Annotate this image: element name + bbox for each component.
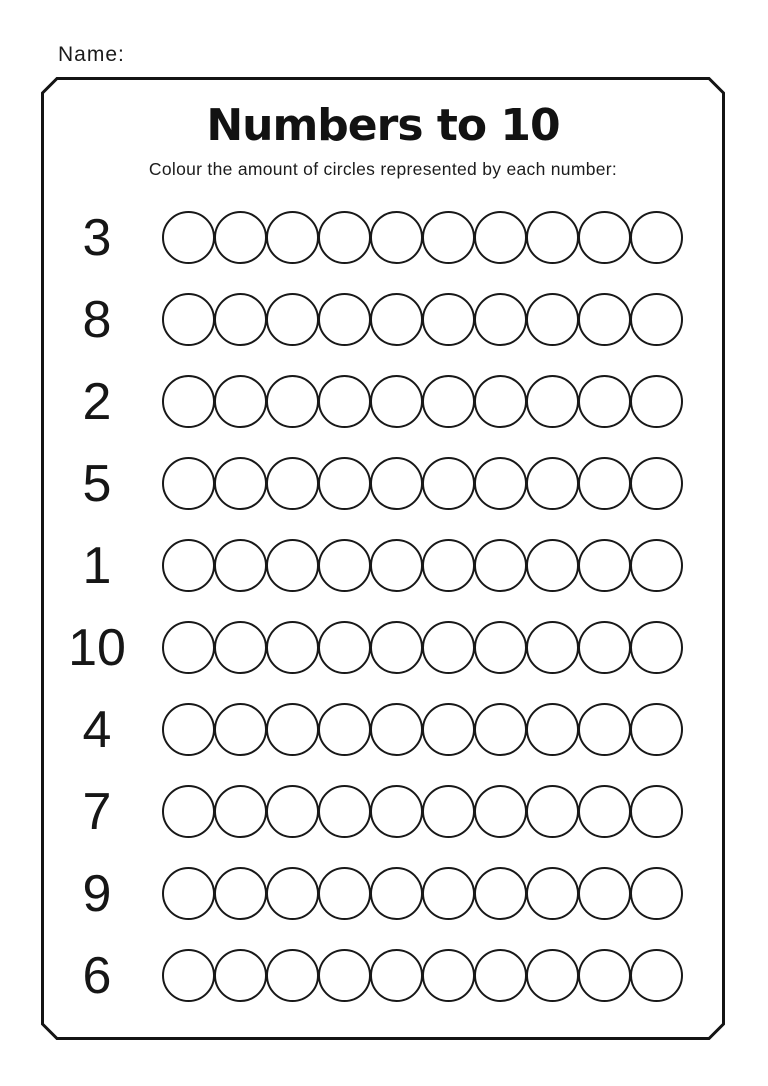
colorable-circle[interactable] [578, 457, 631, 510]
colorable-circle[interactable] [578, 703, 631, 756]
colorable-circle[interactable] [630, 211, 683, 264]
colorable-circle[interactable] [578, 375, 631, 428]
colorable-circle[interactable] [630, 703, 683, 756]
colorable-circle[interactable] [266, 703, 319, 756]
colorable-circle[interactable] [370, 785, 423, 838]
colorable-circle[interactable] [214, 949, 267, 1002]
colorable-circle[interactable] [318, 457, 371, 510]
colorable-circle[interactable] [578, 785, 631, 838]
colorable-circle[interactable] [474, 375, 527, 428]
circle-group [162, 949, 682, 1002]
colorable-circle[interactable] [526, 867, 579, 920]
colorable-circle[interactable] [526, 949, 579, 1002]
colorable-circle[interactable] [578, 867, 631, 920]
colorable-circle[interactable] [474, 539, 527, 592]
colorable-circle[interactable] [266, 539, 319, 592]
colorable-circle[interactable] [162, 785, 215, 838]
colorable-circle[interactable] [422, 621, 475, 674]
circle-group [162, 211, 682, 264]
colorable-circle[interactable] [630, 457, 683, 510]
colorable-circle[interactable] [422, 703, 475, 756]
colorable-circle[interactable] [370, 867, 423, 920]
colorable-circle[interactable] [214, 785, 267, 838]
circle-group [162, 375, 682, 428]
colorable-circle[interactable] [214, 703, 267, 756]
colorable-circle[interactable] [318, 867, 371, 920]
colorable-circle[interactable] [474, 703, 527, 756]
circle-group [162, 293, 682, 346]
worksheet-instruction: Colour the amount of circles represented by each number: [148, 158, 618, 179]
colorable-circle[interactable] [370, 375, 423, 428]
colorable-circle[interactable] [266, 211, 319, 264]
worksheet-row [41, 935, 725, 1017]
colorable-circle[interactable] [422, 539, 475, 592]
colorable-circle[interactable] [370, 539, 423, 592]
circle-group [162, 703, 682, 756]
colorable-circle[interactable] [162, 457, 215, 510]
colorable-circle[interactable] [526, 539, 579, 592]
colorable-circle[interactable] [630, 375, 683, 428]
colorable-circle[interactable] [526, 211, 579, 264]
worksheet-row [41, 525, 725, 607]
colorable-circle[interactable] [318, 293, 371, 346]
colorable-circle[interactable] [422, 211, 475, 264]
colorable-circle[interactable] [578, 539, 631, 592]
row-number: 7 [82, 782, 112, 841]
colorable-circle[interactable] [630, 949, 683, 1002]
row-number: 1 [82, 536, 112, 595]
colorable-circle[interactable] [422, 785, 475, 838]
colorable-circle[interactable] [318, 785, 371, 838]
colorable-circle[interactable] [578, 949, 631, 1002]
colorable-circle[interactable] [162, 703, 215, 756]
colorable-circle[interactable] [162, 621, 215, 674]
colorable-circle[interactable] [266, 785, 319, 838]
colorable-circle[interactable] [474, 211, 527, 264]
colorable-circle[interactable] [474, 457, 527, 510]
colorable-circle[interactable] [318, 703, 371, 756]
row-number: 4 [82, 700, 112, 759]
colorable-circle[interactable] [578, 621, 631, 674]
colorable-circle[interactable] [318, 539, 371, 592]
worksheet-row [41, 443, 725, 525]
colorable-circle[interactable] [214, 539, 267, 592]
worksheet-rows [41, 197, 725, 1017]
worksheet-row [41, 607, 725, 689]
colorable-circle[interactable] [266, 293, 319, 346]
colorable-circle[interactable] [370, 703, 423, 756]
colorable-circle[interactable] [630, 785, 683, 838]
worksheet-row [41, 197, 725, 279]
colorable-circle[interactable] [422, 867, 475, 920]
worksheet-row [41, 279, 725, 361]
colorable-circle[interactable] [162, 867, 215, 920]
colorable-circle[interactable] [526, 785, 579, 838]
worksheet-row [41, 689, 725, 771]
colorable-circle[interactable] [370, 621, 423, 674]
colorable-circle[interactable] [422, 949, 475, 1002]
colorable-circle[interactable] [266, 621, 319, 674]
colorable-circle[interactable] [474, 867, 527, 920]
circle-group [162, 621, 682, 674]
colorable-circle[interactable] [578, 211, 631, 264]
row-number: 9 [82, 864, 112, 923]
row-number: 5 [82, 454, 112, 513]
colorable-circle[interactable] [474, 621, 527, 674]
colorable-circle[interactable] [370, 949, 423, 1002]
worksheet-title: Numbers to 10 [206, 100, 560, 151]
colorable-circle[interactable] [266, 949, 319, 1002]
colorable-circle[interactable] [474, 293, 527, 346]
colorable-circle[interactable] [474, 949, 527, 1002]
colorable-circle[interactable] [526, 293, 579, 346]
worksheet-row [41, 361, 725, 443]
colorable-circle[interactable] [422, 293, 475, 346]
colorable-circle[interactable] [162, 949, 215, 1002]
worksheet-sheet [41, 77, 725, 1040]
colorable-circle[interactable] [214, 293, 267, 346]
colorable-circle[interactable] [422, 457, 475, 510]
worksheet-content [41, 77, 725, 1040]
colorable-circle[interactable] [266, 375, 319, 428]
colorable-circle[interactable] [370, 211, 423, 264]
colorable-circle[interactable] [266, 867, 319, 920]
colorable-circle[interactable] [630, 867, 683, 920]
name-label: Name: [58, 43, 125, 66]
colorable-circle[interactable] [214, 867, 267, 920]
circle-group [162, 867, 682, 920]
colorable-circle[interactable] [370, 457, 423, 510]
colorable-circle[interactable] [370, 293, 423, 346]
row-number: 6 [82, 946, 112, 1005]
colorable-circle[interactable] [318, 211, 371, 264]
colorable-circle[interactable] [214, 621, 267, 674]
colorable-circle[interactable] [318, 621, 371, 674]
worksheet-row [41, 771, 725, 853]
colorable-circle[interactable] [526, 703, 579, 756]
colorable-circle[interactable] [162, 375, 215, 428]
colorable-circle[interactable] [214, 457, 267, 510]
colorable-circle[interactable] [214, 375, 267, 428]
colorable-circle[interactable] [266, 457, 319, 510]
colorable-circle[interactable] [630, 293, 683, 346]
colorable-circle[interactable] [578, 293, 631, 346]
colorable-circle[interactable] [162, 293, 215, 346]
colorable-circle[interactable] [526, 621, 579, 674]
colorable-circle[interactable] [162, 539, 215, 592]
row-number: 8 [82, 290, 112, 349]
colorable-circle[interactable] [214, 211, 267, 264]
circle-group [162, 457, 682, 510]
circle-group [162, 539, 682, 592]
worksheet-row [41, 853, 725, 935]
row-number: 3 [82, 208, 112, 267]
colorable-circle[interactable] [162, 211, 215, 264]
colorable-circle[interactable] [526, 457, 579, 510]
row-number: 2 [82, 372, 112, 431]
colorable-circle[interactable] [318, 949, 371, 1002]
circle-group [162, 785, 682, 838]
colorable-circle[interactable] [630, 539, 683, 592]
row-number: 10 [68, 618, 126, 677]
colorable-circle[interactable] [630, 621, 683, 674]
colorable-circle[interactable] [474, 785, 527, 838]
colorable-circle[interactable] [318, 375, 371, 428]
colorable-circle[interactable] [422, 375, 475, 428]
colorable-circle[interactable] [526, 375, 579, 428]
